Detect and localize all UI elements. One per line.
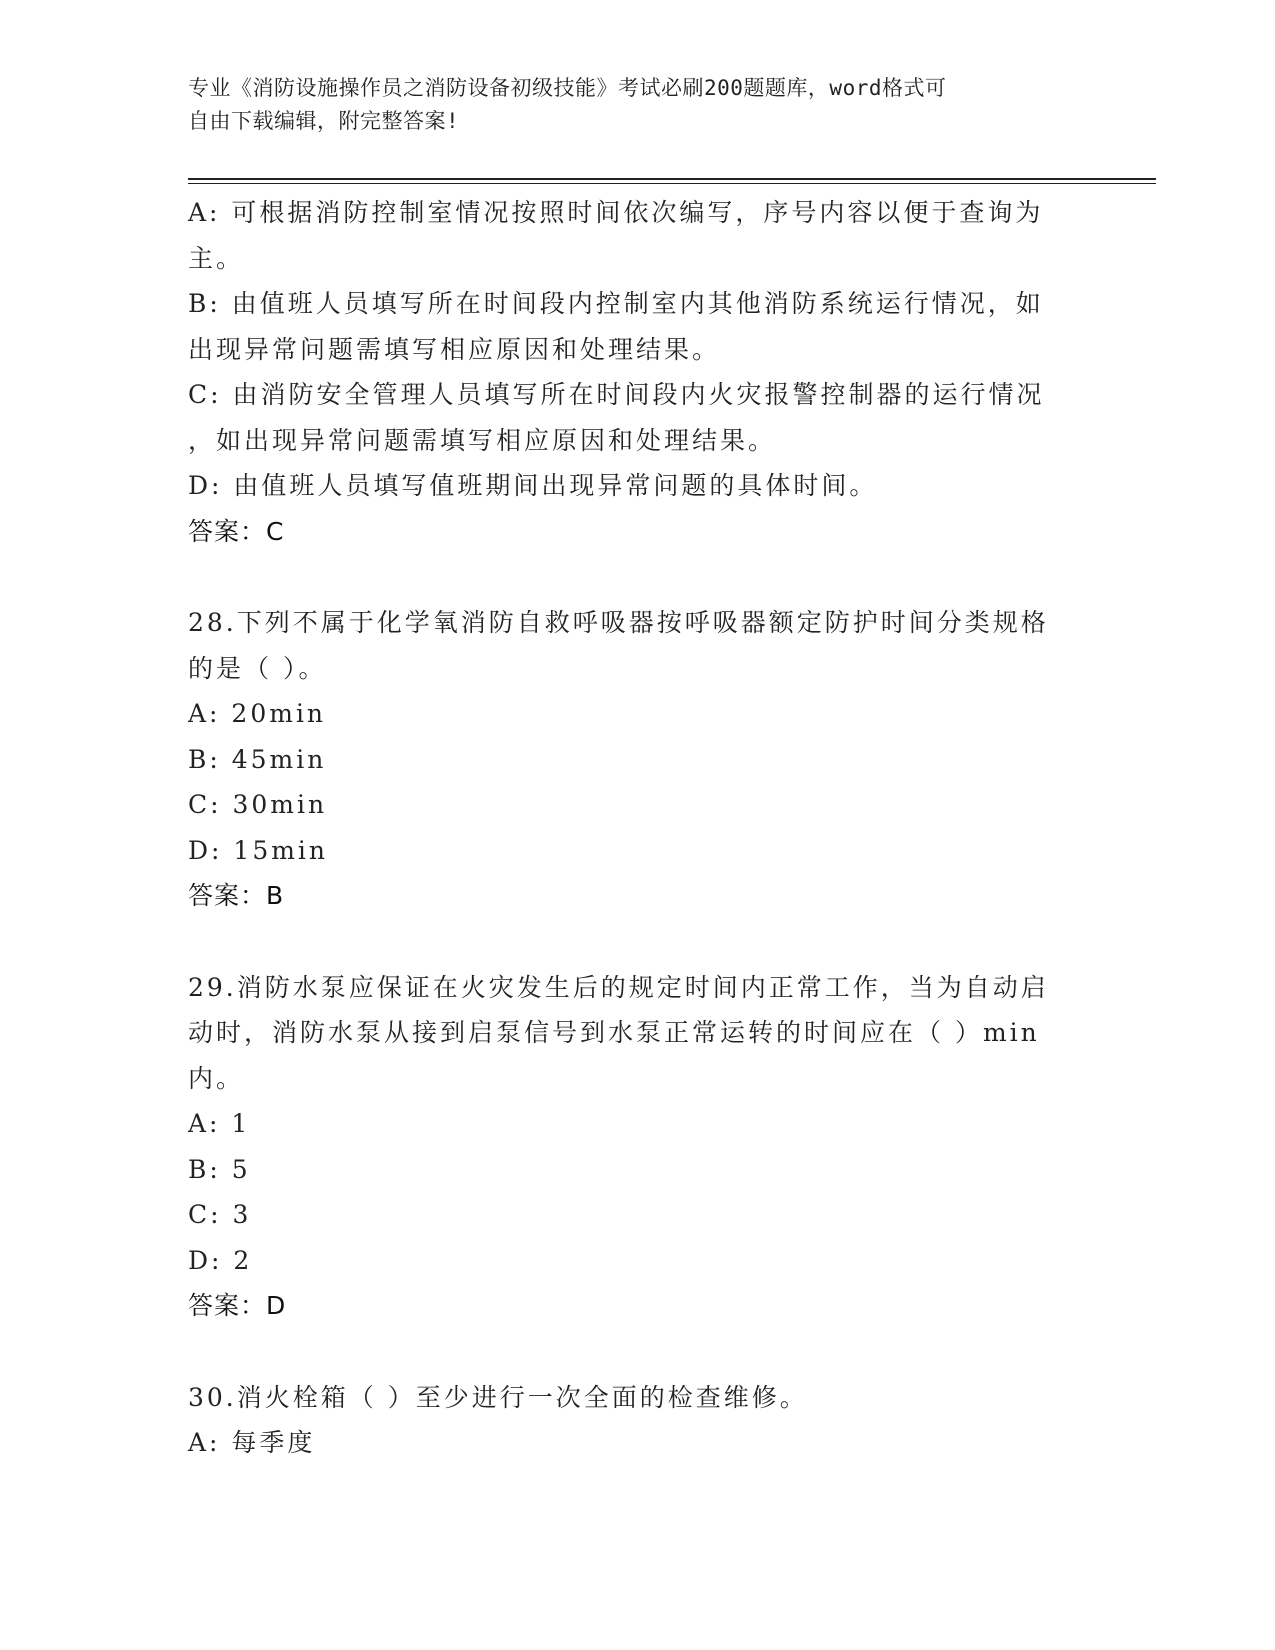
answer-27: 答案：C <box>188 516 285 546</box>
stem-line-1: 29.消防水泵应保证在火灾发生后的规定时间内正常工作，当为自动启 <box>188 972 1049 1002</box>
document-header <box>188 72 1088 138</box>
header-line-2: 自由下载编辑，附完整答案! <box>188 109 460 133</box>
option-b: B: 45min <box>188 744 327 774</box>
option-c: C: 3 <box>188 1200 252 1229</box>
option-b-line-1: B: 由值班人员填写所在时间段内控制室内其他消防系统运行情况，如 <box>188 289 1044 318</box>
option-a: A: 1 <box>188 1109 251 1138</box>
stem-line-1: 28.下列不属于化学氧消防自救呼吸器按呼吸器额定防护时间分类规格 <box>188 608 1049 637</box>
option-d-line-1: D: 由值班人员填写值班期间出现异常问题的具体时间。 <box>188 471 878 500</box>
spacer <box>188 919 1088 965</box>
stem-line-2: 动时，消防水泵从接到启泵信号到水泵正常运转的时间应在（ ）min <box>188 1018 1040 1047</box>
stem-line-3: 内。 <box>188 1063 245 1093</box>
option-c-line-2: ，如出现异常问题需填写相应原因和处理结果。 <box>188 425 777 455</box>
option-d: D: 15min <box>188 835 329 865</box>
option-b-line-2: 出现异常问题需填写相应原因和处理结果。 <box>188 334 721 364</box>
answer-28: 答案：B <box>188 881 285 910</box>
option-b: B: 5 <box>188 1154 251 1184</box>
stem-line-1: 30.消火栓箱（ ）至少进行一次全面的检查维修。 <box>188 1382 808 1412</box>
header-rule-thick <box>188 178 1156 180</box>
answer-29: 答案：D <box>188 1291 287 1320</box>
option-d: D: 2 <box>188 1245 253 1275</box>
option-a: A: 每季度 <box>188 1428 316 1457</box>
question-28 <box>188 600 1088 919</box>
spacer <box>188 554 1088 600</box>
question-list <box>188 190 1088 1466</box>
option-c: C: 30min <box>188 790 328 819</box>
header-line-1: 专业《消防设施操作员之消防设备初级技能》考试必刷200题题库，word格式可 <box>188 76 947 100</box>
option-a: A: 20min <box>188 699 327 728</box>
spacer <box>188 1329 1088 1375</box>
question-30 <box>188 1375 1088 1466</box>
option-c-line-1: C: 由消防安全管理人员填写所在时间段内火灾报警控制器的运行情况 <box>188 380 1045 409</box>
option-a-line-1: A: 可根据消防控制室情况按照时间依次编写，序号内容以便于查询为 <box>188 198 1044 227</box>
question-29 <box>188 965 1088 1329</box>
stem-line-2: 的是（ ）。 <box>188 653 327 683</box>
header-rule-thin <box>188 183 1156 184</box>
option-a-line-2: 主。 <box>188 243 245 273</box>
question-27 <box>188 190 1088 554</box>
